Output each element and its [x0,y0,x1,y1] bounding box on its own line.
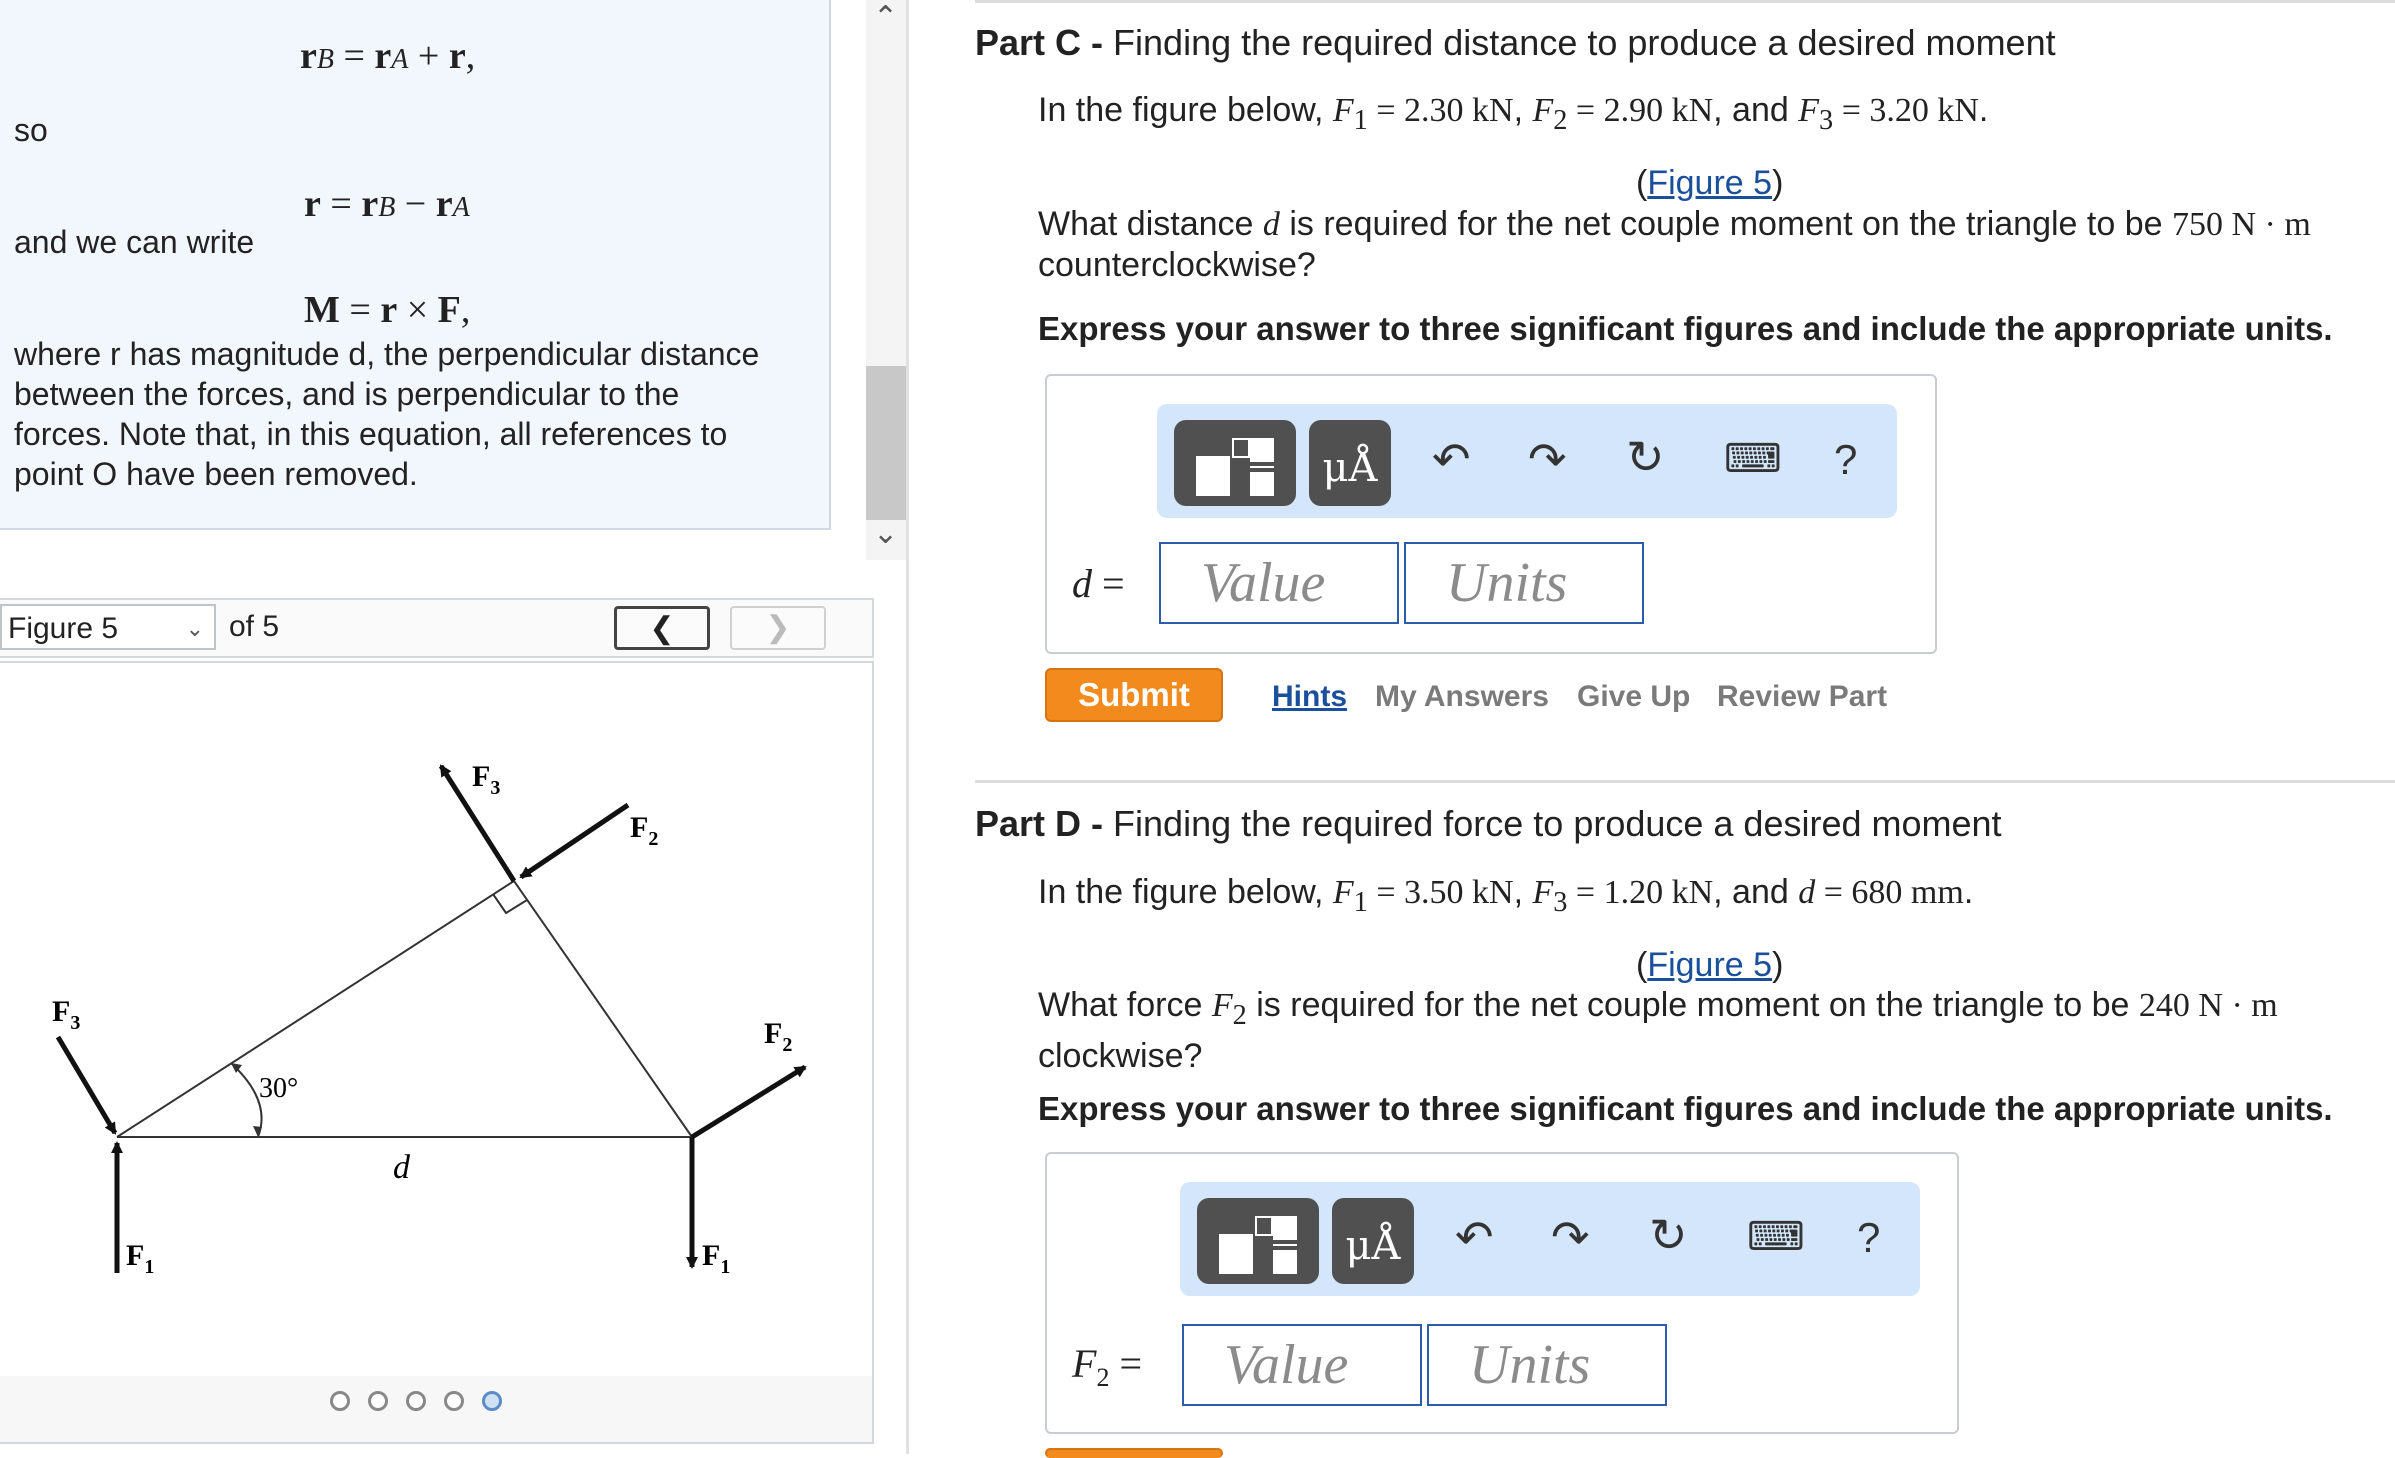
label-f1-left: $F_1$ [126,1239,155,1278]
pane-divider[interactable] [906,0,909,1454]
units-icon[interactable]: μÅ [1332,1198,1414,1284]
help-icon[interactable]: ? [1834,436,1858,483]
chevron-down-icon: ⌄ [185,616,204,641]
part-c-value-input[interactable]: Value [1159,542,1399,624]
figure-count: of 5 [229,610,280,643]
units-icon[interactable]: μÅ [1309,420,1391,506]
equation-rb: rB = rA + r, [300,35,476,77]
part-c-instruction: Express your answer to three significant figures and include the appropriate units. [1038,310,2333,347]
part-c-variable-label: d = [1072,561,1125,606]
keyboard-icon[interactable]: ⌨ [1747,1215,1805,1259]
part-c-given-values: $F_1 = 2.30$ kN [1332,92,1514,136]
triangle-left-side [117,881,514,1137]
part-d-divider [975,780,2395,783]
part-d-given: In the figure below, $F_1 = 3.50$ kN, $F_3 = 1.20$ kN, and d = 680 mm. [1038,873,1974,918]
figure-link[interactable]: Figure 5 [1647,164,1773,202]
label-f2-right: $F_2$ [764,1017,793,1056]
templates-icon[interactable] [1174,420,1296,506]
label-f3-left: $F_3$ [52,995,81,1034]
label-f3-top: $F_3$ [472,760,501,799]
force-f3-left [58,1037,115,1133]
hint-line-3: forces. Note that, in this equation, all references to [14,416,728,452]
part-c-label: Part C - [975,22,1104,63]
part-d-given-prefix: In the figure below, [1038,873,1333,911]
triangle-right-side [514,881,692,1137]
equation-r: r = rB − rA [304,183,470,225]
label-f2-top: $F_2$ [630,811,659,850]
part-d-title-text: Finding the required force to produce a desired moment [1113,803,2002,844]
part-d-value-input[interactable]: Value [1182,1324,1422,1406]
pager-dot-4[interactable] [444,1391,464,1411]
redo-icon[interactable]: ↷ [1551,1211,1590,1263]
hint-line-1: where r has magnitude d, the perpendicular distance [14,336,760,372]
part-c-my-answers-link[interactable]: My Answers [1375,680,1549,713]
part-c-given: In the figure below, $F_1 = 2.30$ kN, $F_2 = 2.90$ kN, and $F_3 = 3.20$ kN. [1038,91,1989,136]
part-d-question-line-2: clockwise? [1038,1036,1203,1075]
part-c-give-up-link[interactable]: Give Up [1577,680,1691,713]
figure-select-value: Figure 5 [8,612,119,645]
help-icon[interactable]: ? [1857,1214,1881,1261]
reset-icon[interactable]: ↻ [1649,1209,1688,1261]
figure-pager-bar [0,1376,874,1444]
figure-select[interactable] [0,604,216,650]
undo-icon[interactable]: ↶ [1455,1211,1494,1263]
hint-paragraph [14,334,814,494]
reset-icon[interactable]: ↻ [1626,431,1665,483]
part-c-title [975,22,2056,64]
equation-moment: M = r × F, [304,289,471,331]
part-c-question [1038,204,2378,285]
force-f2-top [521,805,628,877]
previous-figure-button[interactable] [614,606,710,650]
part-d-units-input[interactable]: Units [1427,1324,1667,1406]
pager-dot-5[interactable] [482,1391,502,1411]
next-figure-button[interactable] [730,606,826,650]
pager-dot-1[interactable] [330,1391,350,1411]
pager-dot-3[interactable] [406,1391,426,1411]
part-c-question-line-1: What distance d is required for the net couple moment on the triangle to be 750 N · m [1038,205,2311,243]
part-c-title-text: Finding the required distance to produce a desired moment [1113,22,2056,63]
part-c-given-prefix: In the figure below, [1038,91,1333,129]
part-c-review-part-link[interactable]: Review Part [1717,680,1888,713]
right-angle-mark [493,894,527,913]
scroll-down-icon[interactable]: ⌄ [873,517,899,550]
label-angle: 30° [259,1073,299,1104]
hint-text-and-write: and we can write [14,224,255,260]
undo-icon[interactable]: ↶ [1432,433,1471,485]
keyboard-icon[interactable]: ⌨ [1724,437,1782,481]
part-c-divider [975,0,2395,3]
hint-line-4: point O have been removed. [14,456,418,492]
chevron-right-icon: ❯ [765,611,791,644]
part-d-instruction: Express your answer to three significant figures and include the appropriate units. [1038,1090,2333,1127]
force-f2-right [692,1067,805,1137]
pager-dot-2[interactable] [368,1391,388,1411]
templates-icon[interactable] [1197,1198,1319,1284]
part-d-title [975,803,2002,845]
part-d-figure-link[interactable]: (Figure 5) [1636,946,1784,984]
angle-arc [231,1063,262,1137]
part-c-units-input[interactable]: Units [1404,542,1644,624]
part-d-label: Part D - [975,803,1104,844]
hint-text-so: so [14,112,48,148]
hint-line-2: between the forces, and is perpendicular to the [14,376,680,412]
part-c-submit-button[interactable]: Submit [1045,668,1223,722]
figure-link[interactable]: Figure 5 [1647,946,1773,984]
label-d: d [393,1149,410,1186]
part-d-given-values: $F_1 = 3.50$ kN [1332,874,1514,918]
label-f1-right: $F_1$ [702,1239,731,1278]
part-d-question [1038,985,2378,1076]
scroll-up-icon[interactable]: ⌃ [873,1,899,34]
part-d-submit-button-partial[interactable] [1045,1448,1223,1458]
part-c-figure-link[interactable]: (Figure 5) [1636,164,1784,202]
triangle-forces-diagram [0,661,872,1376]
chevron-left-icon: ❮ [649,612,675,645]
part-d-question-line-1: What force $F_2$ is required for the net couple moment on the triangle to be 240 N · m [1038,986,2278,1031]
part-c-hints-link[interactable]: Hints [1272,680,1347,713]
redo-icon[interactable]: ↷ [1528,433,1567,485]
part-c-question-line-2: counterclockwise? [1038,246,1316,284]
scrollbar-thumb[interactable] [866,366,906,520]
part-d-variable-label: $F_2$ = [1072,1341,1142,1392]
